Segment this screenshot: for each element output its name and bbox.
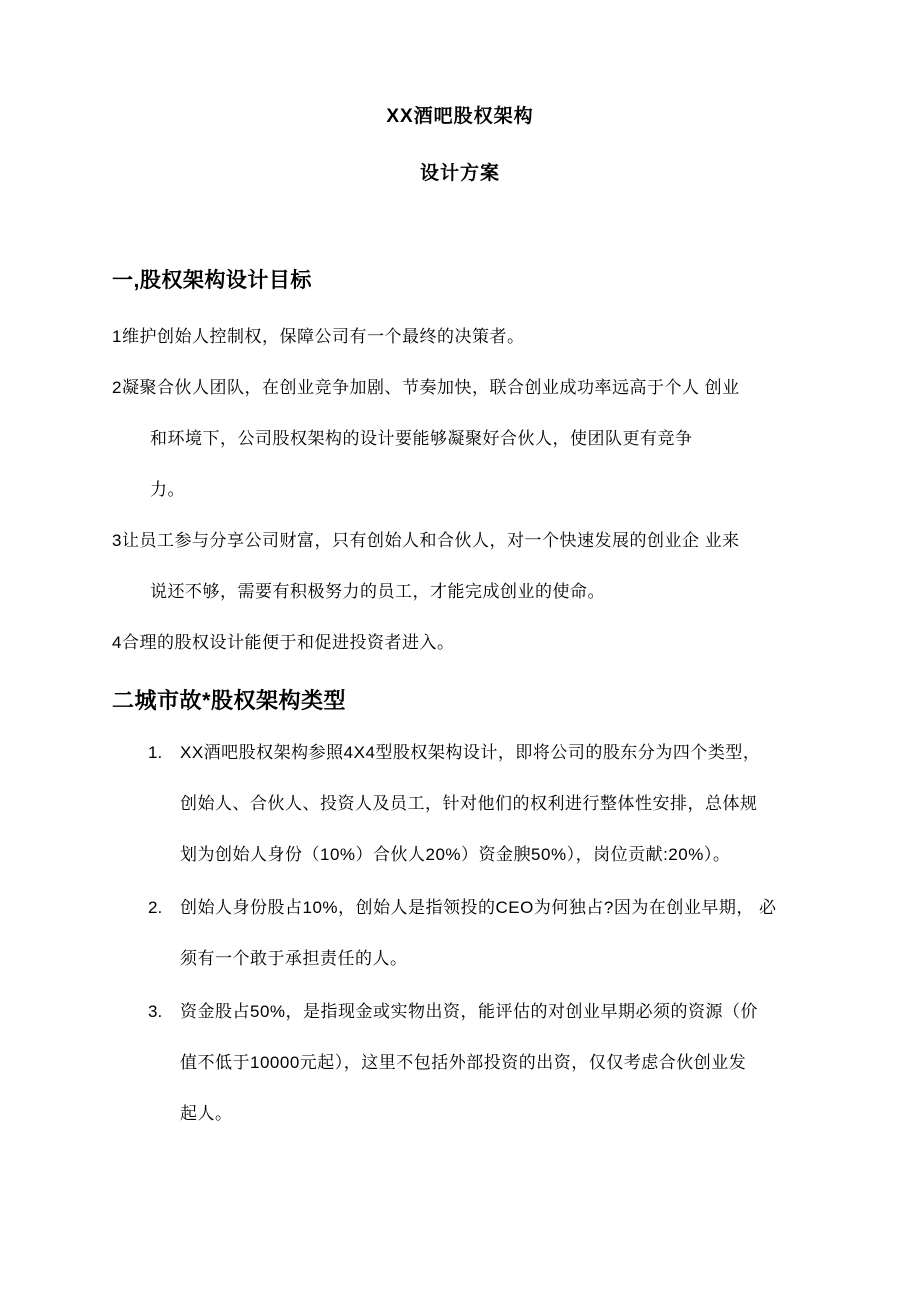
paragraph-4 [112,617,820,668]
text-line: 须有一个敢于承担责任的人。 [180,949,408,968]
text-line: 说还不够，需要有积极努力的员工，才能完成创业的使命。 [150,582,605,601]
text-line: 创始人身份股占10%，创始人是指领投的CEO为何独占?因为在创业早期， 必 [180,898,777,917]
section2-heading: 二城市故*股权架构类型 [112,688,347,713]
text-line: 划为创始人身份（10%）合伙人20%）资金腴50%），岗位贡献:20%）。 [180,845,731,864]
document-subtitle: 设计方案 [419,163,500,184]
list-number-1: 1. [148,743,163,762]
list-item-3-text [180,986,820,1139]
list-item-1-text [180,727,820,880]
document-title: XX酒吧股权架构 [386,106,534,127]
text-line: 1维护创始人控制权，保障公司有一个最终的决策者。 [112,327,525,346]
paragraph-3 [112,515,820,617]
text-line: 值不低于10000元起），这里不包括外部投资的出资，仅仅考虑合伙创业发 [180,1053,747,1072]
paragraph-1 [112,311,820,362]
list-item-2-text [180,882,820,984]
list-item-1 [112,727,820,880]
text-line: XX酒吧股权架构参照4X4型股权架构设计，即将公司的股东分为四个类型， [180,743,761,762]
document-body [0,267,920,1139]
text-line: 4合理的股权设计能便于和促进投资者进入。 [112,633,455,652]
section1-heading: 一,股权架构设计目标 [112,269,312,292]
text-line: 创始人、合伙人、投资人及员工，针对他们的权利进行整体性安排，总体规 [180,794,758,813]
text-line: 3让员工参与分享公司财富，只有创始人和合伙人，对一个快速发展的创业企 业来 [112,531,740,550]
text-line: 起人。 [180,1104,233,1123]
text-line: 力。 [150,480,185,499]
paragraph-2 [112,362,820,515]
list-item-2 [112,882,820,984]
list-number-3: 3. [148,1002,163,1021]
text-line: 资金股占50%，是指现金或实物出资，能评估的对创业早期必须的资源（价 [180,1002,759,1021]
list-item-3 [112,986,820,1139]
text-line: 2凝聚合伙人团队，在创业竞争加剧、节奏加快，联合创业成功率远高于个人 创业 [112,378,740,397]
text-line: 和环境下，公司股权架构的设计要能够凝聚好合伙人，使团队更有竞争 [150,429,693,448]
list-number-2: 2. [148,898,163,917]
